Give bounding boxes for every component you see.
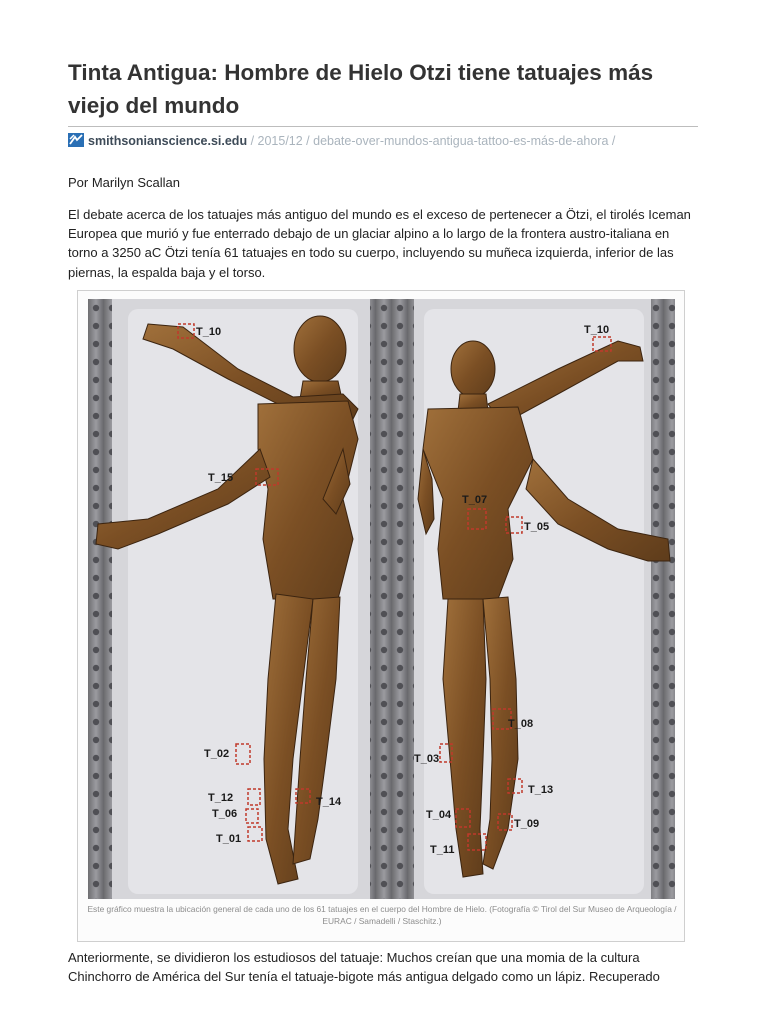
iceman-tattoo-image: [88, 299, 675, 899]
figure: [77, 290, 685, 942]
tattoo-label: T_07: [462, 494, 488, 506]
tattoo-label: T_05: [524, 521, 550, 533]
tattoo-label: T_12: [208, 792, 234, 804]
tattoo-label: T_08: [508, 718, 534, 730]
tattoo-label: T_01: [216, 833, 242, 845]
tattoo-label: T_04: [426, 809, 452, 821]
byline: Por Marilyn Scallan: [68, 175, 180, 190]
source-site-link[interactable]: smithsonianscience.si.edu: [88, 134, 248, 148]
tattoo-label: T_13: [528, 784, 554, 796]
smithsonian-logo-icon: [68, 133, 84, 147]
tattoo-label: T_14: [316, 796, 342, 808]
source-separator: /: [247, 134, 258, 148]
tattoo-label: T_10: [196, 326, 222, 338]
source-path[interactable]: 2015/12 / debate-over-mundos-antigua-tattoo-es-más-de-ahora /: [257, 134, 616, 148]
title-divider: [68, 126, 698, 127]
tattoo-label: T_15: [208, 472, 234, 484]
figure-caption: Este gráfico muestra la ubicación general de cada uno de los 61 tatuajes en el cuerpo del Hombre de Hielo. (Fotografía © Tirol del Sur Museo de Arqueología / EURAC / Samadelli / Staschitz.): [87, 904, 677, 926]
tattoo-label: T_06: [212, 808, 238, 820]
paragraph-1: El debate acerca de los tatuajes más antiguo del mundo es el exceso de pertenecer a Ötzi, el tirolés Iceman Europea que murió y fue enterrado debajo de un glaciar alpino a lo largo de la frontera austro-italiana en torno a 3250 aC Ötzi tenía 61 tatuajes en todo su cuerpo, incluyendo su muñeca izquierda, inferior de las piernas, la espalda baja y el torso.: [68, 207, 691, 280]
tattoo-label: T_02: [204, 748, 230, 760]
article-title: Tinta Antigua: Hombre de Hielo Otzi tiene tatuajes más viejo del mundo: [68, 60, 654, 118]
tattoo-label: T_03: [414, 753, 440, 765]
tattoo-label: T_11: [430, 844, 455, 856]
paragraph-2: Anteriormente, se dividieron los estudiosos del tatuaje: Muchos creían que una momia de la cultura Chinchorro de América del Sur tenía el tatuaje-bigote más antigua delgado como un lápiz. Recuperado: [68, 950, 660, 985]
source-line: [68, 132, 615, 150]
tattoo-label: T_09: [514, 818, 540, 830]
tattoo-label: T_10: [584, 324, 610, 336]
